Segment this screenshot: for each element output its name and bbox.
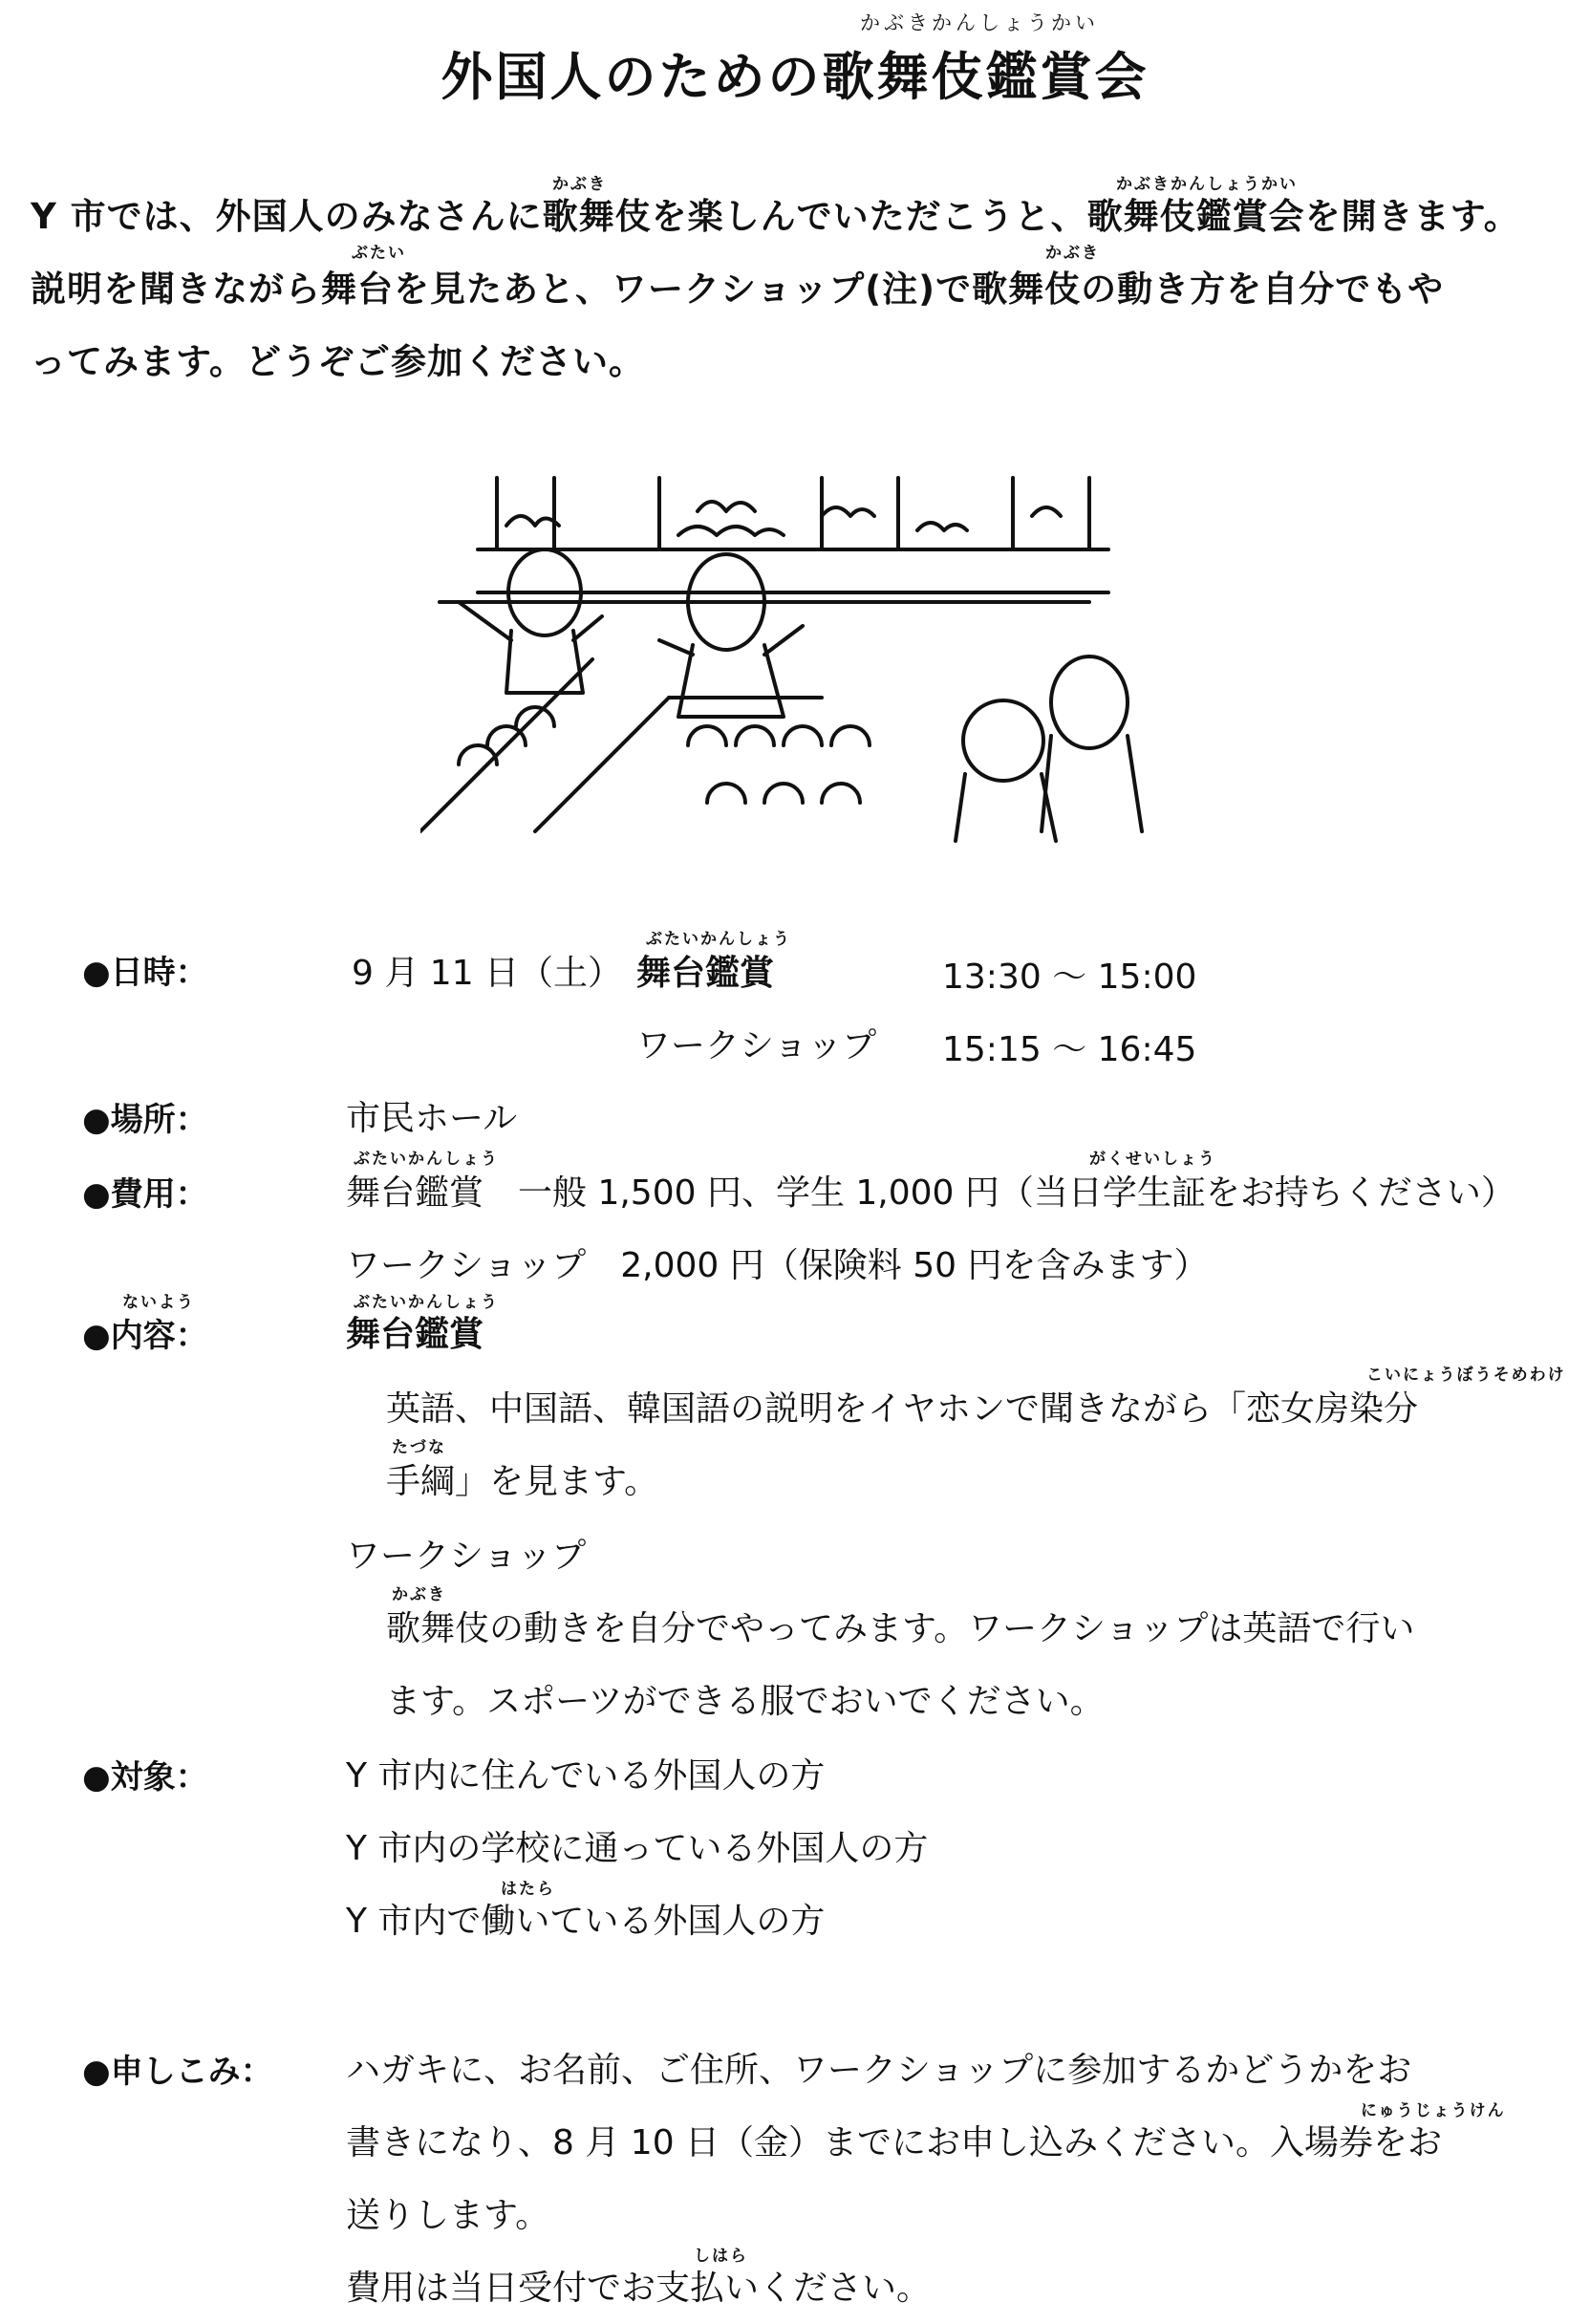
apply-line-3: 送りします。 xyxy=(346,2196,550,2235)
intro-ruby-kabuki-2: かぶき xyxy=(1045,244,1100,263)
content-sub2-line-2: ます。スポーツができる服でおいでください。 xyxy=(386,1682,1105,1721)
fee-line-1: 舞台鑑賞 一般 1,500 円、学生 1,000 円（当日学生証をお持ちください） xyxy=(346,1173,1515,1213)
content-sub1-line2-ruby: たづな xyxy=(392,1438,446,1457)
intro-line-2: 説明を聞きながら舞台を見たあと、ワークショップ(注)で歌舞伎の動き方を自分でもや xyxy=(31,269,1445,310)
datetime-date: 9 月 11 日（土） xyxy=(352,954,623,993)
datetime-label: ●日時： xyxy=(82,954,208,992)
content-sub2-line-1: 歌舞伎の動きを自分でやってみます。ワークショップは英語で行い xyxy=(386,1609,1415,1648)
target-line-1: Y 市内に住んでいる外国人の方 xyxy=(346,1756,826,1796)
intro-line-3: ってみます。どうぞご参加ください。 xyxy=(31,341,646,382)
datetime-event2: ワークショップ xyxy=(636,1026,877,1065)
intro-ruby-kabuki: かぶき xyxy=(552,175,607,194)
content-label-ruby: ないよう xyxy=(122,1293,195,1312)
apply-line2-ruby: にゅうじょうけん xyxy=(1361,2101,1506,2120)
title-ruby: かぶきかんしょうかい xyxy=(860,11,1099,34)
apply-line4-ruby: しはら xyxy=(694,2247,748,2266)
content-label: ●内容： xyxy=(82,1317,208,1355)
place-label: ●場所： xyxy=(82,1101,208,1139)
target-line-3: Y 市内で働いている外国人の方 xyxy=(346,1902,826,1941)
content-sub1-line1-ruby: こいにょうぼうそめわけ xyxy=(1366,1366,1566,1385)
fee-ruby-butai: ぶたいかんしょう xyxy=(354,1150,499,1169)
intro-line-1: Y 市では、外国人のみなさんに歌舞伎を楽しんでいただこうと、歌舞伎鑑賞会を開きます。 xyxy=(31,196,1520,237)
content-sub1-ruby: ぶたいかんしょう xyxy=(354,1293,499,1312)
fee-ruby-gakusei: がくせいしょう xyxy=(1089,1150,1216,1169)
place-value: 市民ホール xyxy=(346,1099,518,1138)
apply-label: ●申しこみ： xyxy=(82,2053,273,2091)
intro-ruby-kabuki-kanshoukai: かぶきかんしょうかい xyxy=(1116,175,1298,194)
datetime-time1: 13:30 ～ 15:00 xyxy=(942,958,1197,997)
target-line-2: Y 市内の学校に通っている外国人の方 xyxy=(346,1829,929,1868)
target-line3-ruby: はたら xyxy=(501,1880,555,1899)
fee-line-2: ワークショップ 2,000 円（保険料 50 円を含みます） xyxy=(346,1246,1209,1285)
apply-line-2: 書きになり、8 月 10 日（金）までにお申し込みください。入場券をお xyxy=(346,2123,1443,2163)
content-sub2-line1-ruby: かぶき xyxy=(392,1585,446,1604)
intro-ruby-butai: ぶたい xyxy=(352,244,406,263)
content-sub1-line-1: 英語、中国語、韓国語の説明をイヤホンで聞きながら「恋女房染分 xyxy=(386,1389,1419,1429)
datetime-time2: 15:15 ～ 16:45 xyxy=(942,1030,1197,1069)
fee-label: ●費用： xyxy=(82,1175,208,1214)
content-sub1-line-2: 手綱」を見ます。 xyxy=(386,1462,659,1501)
target-label: ●対象： xyxy=(82,1758,208,1797)
datetime-event1: 舞台鑑賞 xyxy=(636,954,775,993)
content-sub2-heading: ワークショップ xyxy=(346,1537,587,1576)
datetime-event1-ruby: ぶたいかんしょう xyxy=(646,930,791,949)
page-title: 外国人のための歌舞伎鑑賞会 xyxy=(440,47,1150,107)
content-sub1-heading: 舞台鑑賞 xyxy=(346,1315,484,1354)
kabuki-stage-illustration xyxy=(420,459,1147,860)
apply-line-1: ハガキに、お名前、ご住所、ワークショップに参加するかどうかをお xyxy=(346,2051,1412,2090)
apply-line-4: 費用は当日受付でお支払いください。 xyxy=(346,2269,932,2308)
